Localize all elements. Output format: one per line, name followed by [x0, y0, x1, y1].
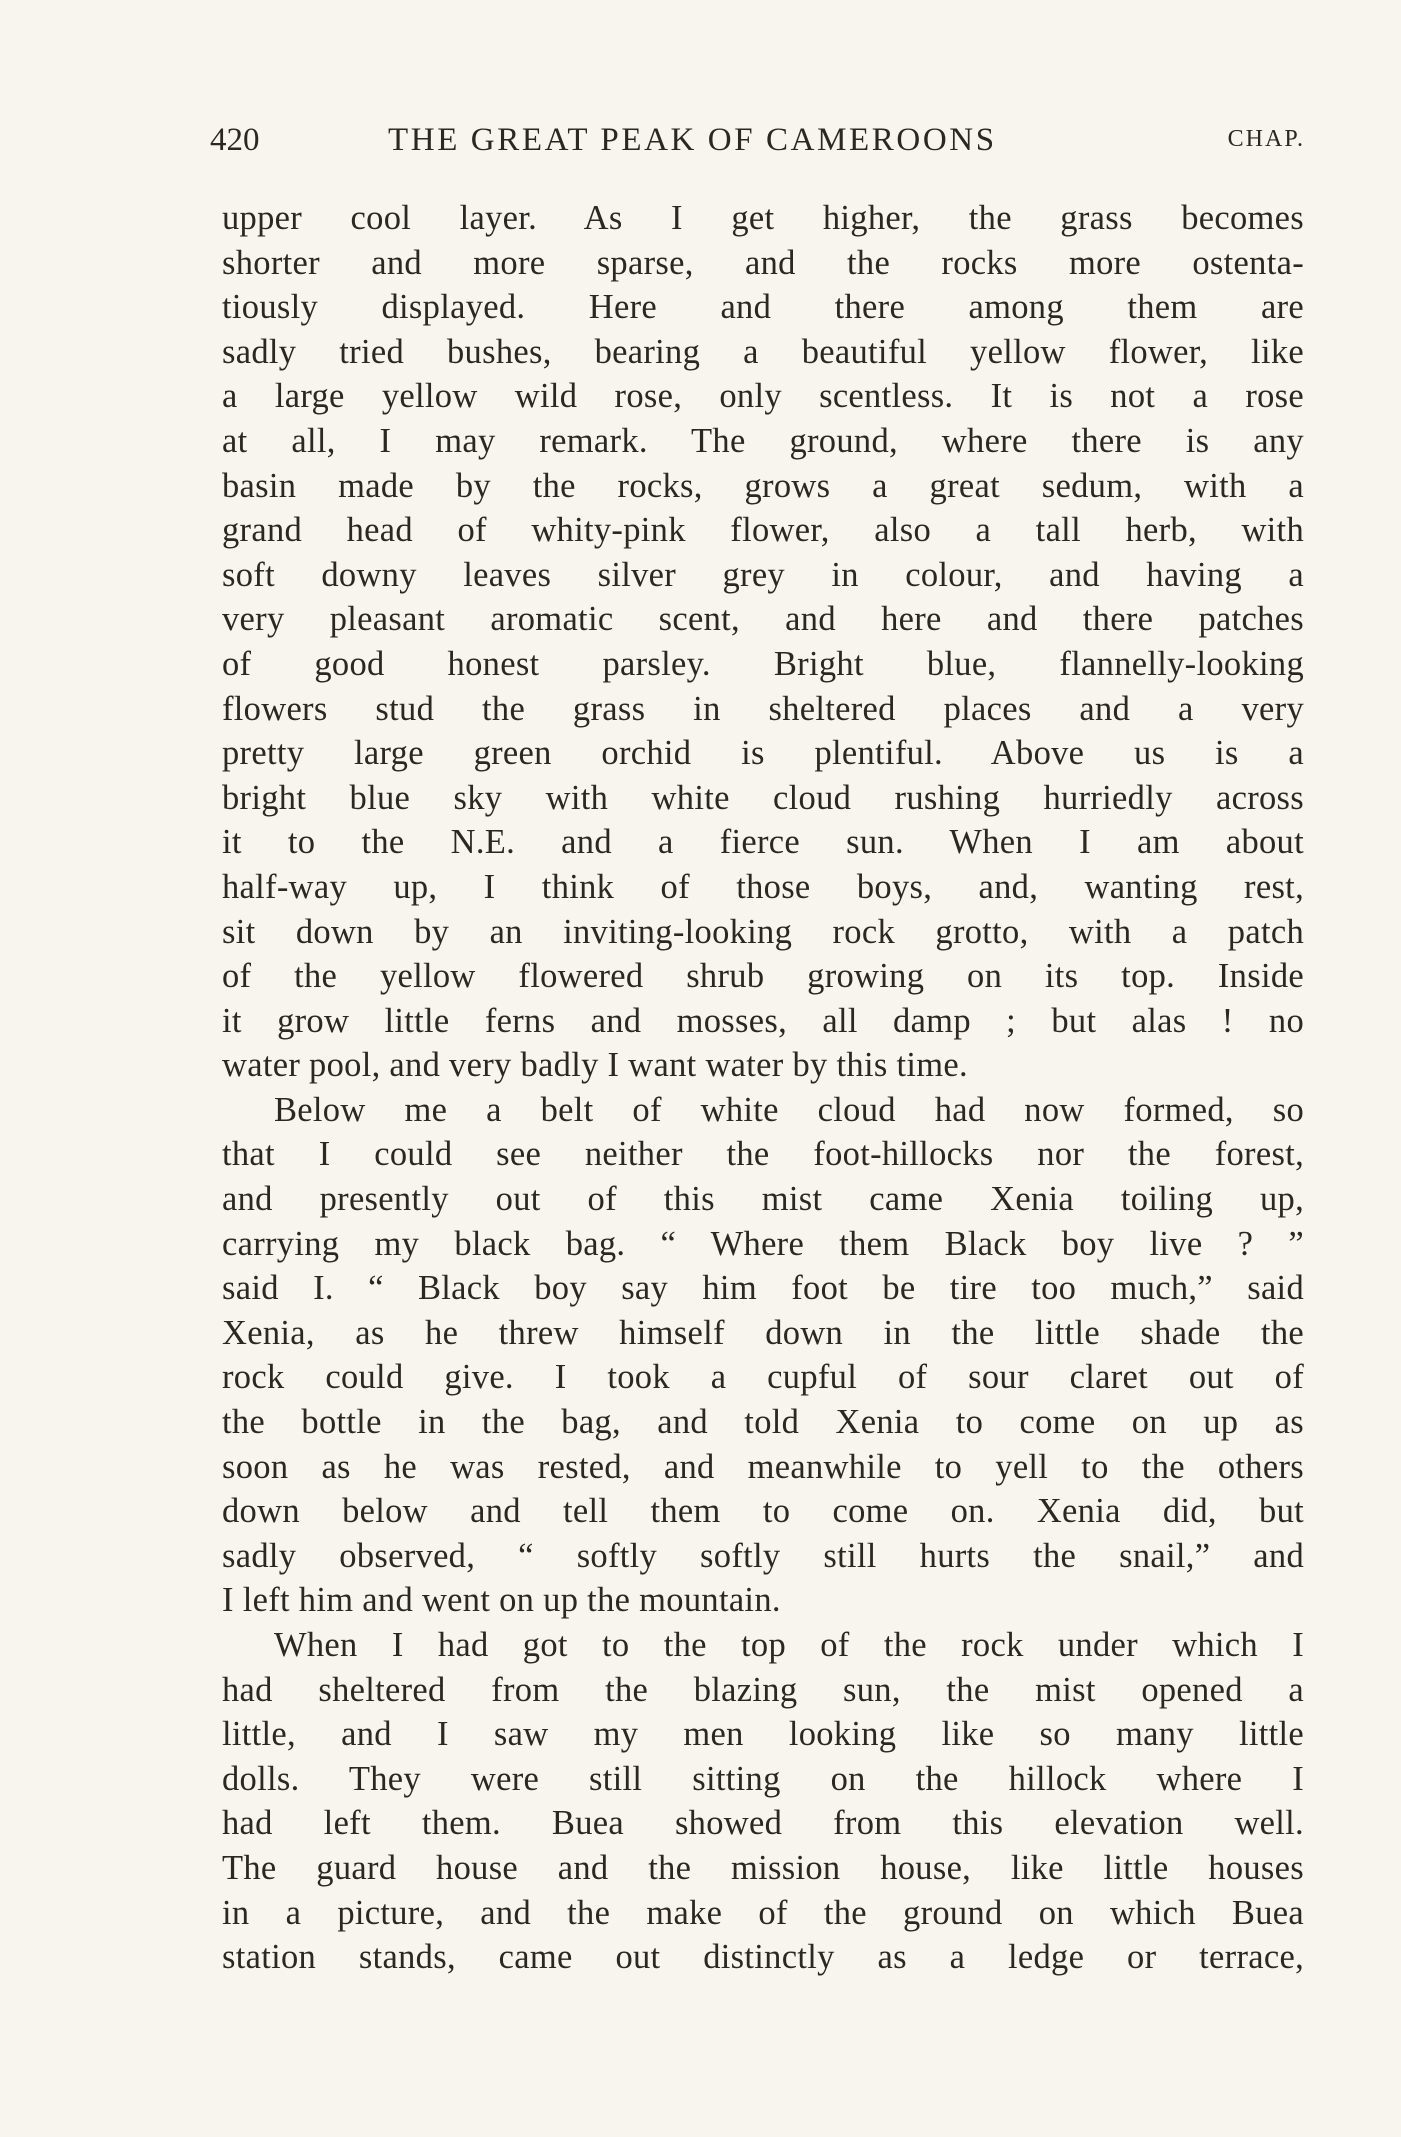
paragraph [222, 1088, 1304, 1623]
text-line: it to the N.E. and a fierce sun. When I am about [222, 823, 1304, 862]
text-line: sadly tried bushes, bearing a beautiful yellow flower, like [222, 332, 1304, 371]
text-line: Xenia, as he threw himself down in the little shade the [222, 1313, 1304, 1352]
text-line: pretty large green orchid is plentiful. Above us is a [222, 734, 1304, 773]
text-line: down below and tell them to come on. Xenia did, but [222, 1492, 1304, 1531]
text-line: said I. “ Black boy say him foot be tire too much,” said [222, 1269, 1304, 1308]
text-line: When I had got to the top of the rock under which I [274, 1626, 1304, 1664]
text-line: dolls. They were still sitting on the hillock where I [222, 1759, 1304, 1798]
text-line: in a picture, and the make of the ground on which Buea [222, 1893, 1304, 1932]
text-line: carrying my black bag. “ Where them Black boy live ? ” [222, 1224, 1304, 1263]
page-number: 420 [210, 122, 260, 158]
text-line: soft downy leaves silver grey in colour, and having a [222, 555, 1304, 594]
text-line: basin made by the rocks, grows a great sedum, with a [222, 466, 1304, 505]
text-line: Below me a belt of white cloud had now formed, so [274, 1090, 1304, 1129]
text-line: sit down by an inviting-looking rock grotto, with a patch [222, 912, 1304, 951]
chapter-label: CHAP. [1227, 126, 1305, 152]
text-line: I left him and went on up the mountain. [222, 1581, 781, 1620]
text-line: shorter and more sparse, and the rocks more ostenta- [222, 243, 1304, 282]
text-line: flowers stud the grass in sheltered places and a very [222, 689, 1304, 728]
text-line: soon as he was rested, and meanwhile to yell to the others [222, 1447, 1304, 1486]
text-line: and presently out of this mist came Xenia toiling up, [222, 1180, 1304, 1219]
body-text [222, 196, 1304, 1980]
text-line: a large yellow wild rose, only scentless. It is not a rose [222, 377, 1304, 416]
text-line: very pleasant aromatic scent, and here and there patches [222, 600, 1304, 639]
running-title: THE GREAT PEAK OF CAMEROONS [388, 122, 997, 158]
text-line: it grow little ferns and mosses, all damp ; but alas ! no [222, 1001, 1304, 1040]
text-line: station stands, came out distinctly as a ledge or terrace, [222, 1938, 1304, 1977]
running-head [210, 122, 1305, 166]
text-line: grand head of whity-pink flower, also a tall herb, with [222, 511, 1304, 550]
paragraph [222, 196, 1304, 1088]
text-line: half-way up, I think of those boys, and, wanting rest, [222, 867, 1304, 906]
text-line: rock could give. I took a cupful of sour claret out of [222, 1358, 1304, 1397]
text-line: The guard house and the mission house, like little houses [222, 1848, 1304, 1887]
text-line: little, and I saw my men looking like so many little [222, 1715, 1304, 1754]
text-line: of good honest parsley. Bright blue, flannelly-looking [222, 644, 1304, 683]
text-line: had left them. Buea showed from this elevation well. [222, 1804, 1304, 1843]
text-line: that I could see neither the foot-hillocks nor the forest, [222, 1135, 1304, 1174]
text-line: tiously displayed. Here and there among them are [222, 288, 1304, 327]
text-line: water pool, and very badly I want water by this time. [222, 1046, 968, 1085]
text-line: upper cool layer. As I get higher, the grass becomes [222, 199, 1304, 237]
paragraph [222, 1623, 1304, 1980]
text-line: at all, I may remark. The ground, where there is any [222, 421, 1304, 460]
text-line: had sheltered from the blazing sun, the mist opened a [222, 1670, 1304, 1709]
text-line: bright blue sky with white cloud rushing hurriedly across [222, 778, 1304, 817]
text-line: of the yellow flowered shrub growing on its top. Inside [222, 957, 1304, 996]
text-line: sadly observed, “ softly softly still hurts the snail,” and [222, 1536, 1304, 1575]
text-line: the bottle in the bag, and told Xenia to come on up as [222, 1403, 1304, 1442]
